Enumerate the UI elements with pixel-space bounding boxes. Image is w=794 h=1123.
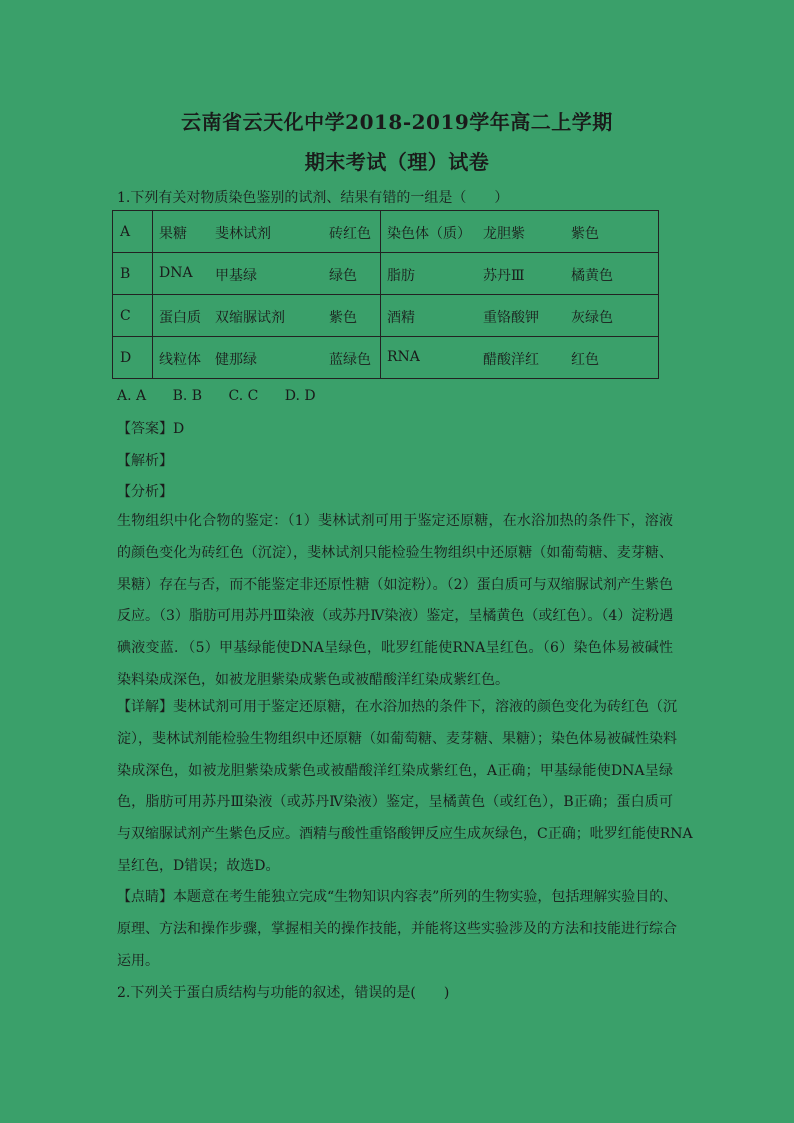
exam-title-line1: 云南省云天化中学2018-2019学年高二上学期 [181, 110, 613, 134]
detail-line: 呈红色，D错误；故选D。 [117, 857, 280, 874]
option-substance: RNA [387, 349, 420, 365]
option-row [113, 337, 659, 379]
option-result: 砖红色 [329, 226, 371, 242]
explanation-heading: 【解析】 [117, 453, 173, 469]
option-right-cell [381, 337, 659, 379]
option-letter: C [113, 295, 153, 337]
option-row [113, 253, 659, 295]
comment-line: 【点睛】本题意在考生能独立完成“生物知识内容表”所列的生物实验，包括理解实验目的、 [117, 889, 678, 905]
option-substance: 果糖 [159, 226, 187, 242]
comment-line: 运用。 [117, 952, 159, 969]
option-reagent: 健那绿 [215, 352, 257, 368]
option-letter: B [113, 253, 153, 295]
detail-paragraph [117, 692, 693, 883]
question-1-options-table [112, 210, 659, 379]
comment-paragraph [117, 882, 678, 977]
question-2-stem: 2.下列关于蛋白质结构与功能的叙述，错误的是( ) [117, 985, 450, 1001]
option-reagent: 醋酸洋红 [483, 352, 539, 368]
option-result: 紫色 [571, 226, 599, 242]
option-left-cell [153, 295, 381, 337]
option-letter: A [113, 211, 153, 253]
option-reagent: 双缩脲试剂 [215, 310, 285, 326]
option-row [113, 211, 659, 253]
option-right-cell [381, 211, 659, 253]
choice-b: B. B [172, 388, 203, 404]
option-letter: D [113, 337, 153, 379]
analysis-line: 碘液变蓝．（5）甲基绿能使DNA呈绿色，吡罗红能使RNA呈红色。（6）染色体易被碱性 [117, 640, 673, 657]
comment-line: 原理、方法和操作步骤，掌握相关的操作技能，并能将这些实验涉及的方法和技能进行综合 [117, 920, 677, 937]
option-result: 灰绿色 [571, 310, 613, 326]
option-reagent: 重铬酸钾 [483, 310, 539, 326]
detail-line: 染成深色，如被龙胆紫染成紫色或被醋酸洋红染成紫红色，A正确；甲基绿能使DNA呈绿 [117, 762, 673, 779]
analysis-line: 反应。（3）脂肪可用苏丹Ⅲ染液（或苏丹Ⅳ染液）鉴定，呈橘黄色（或红色）。（4）淀粉遇 [117, 608, 674, 625]
option-row [113, 295, 659, 337]
option-right-cell [381, 295, 659, 337]
choice-d: D. D [284, 388, 316, 404]
option-result: 蓝绿色 [329, 352, 371, 368]
option-substance: 脂肪 [387, 268, 415, 284]
option-reagent: 斐林试剂 [215, 226, 271, 242]
option-substance: DNA [159, 265, 193, 281]
option-left-cell [153, 211, 381, 253]
choice-a: A. A [117, 388, 147, 404]
option-right-cell [381, 253, 659, 295]
answer-line: 【答案】D [117, 421, 185, 437]
option-result: 紫色 [329, 310, 357, 326]
choice-c: C. C [228, 388, 259, 404]
option-left-cell [153, 253, 381, 295]
detail-line: 与双缩脲试剂产生紫色反应。酒精与酸性重铬酸钾反应生成灰绿色，C正确；吡罗红能使RNA [117, 826, 693, 843]
analysis-heading: 【分析】 [117, 484, 173, 500]
option-result: 红色 [571, 352, 599, 368]
detail-line: 色，脂肪可用苏丹Ⅲ染液（或苏丹Ⅳ染液）鉴定，呈橘黄色（或红色），B正确；蛋白质可 [117, 794, 673, 811]
exam-title-line2: 期末考试（理）试卷 [304, 150, 490, 174]
option-substance: 酒精 [387, 310, 415, 326]
option-substance: 线粒体 [159, 352, 201, 368]
detail-line: 淀），斐林试剂能检验生物组织中还原糖（如葡萄糖、麦芽糖、果糖）；染色体易被碱性染料 [117, 730, 677, 747]
analysis-line: 果糖）存在与否，而不能鉴定非还原性糖（如淀粉）。（2）蛋白质可与双缩脲试剂产生紫色 [117, 576, 673, 593]
option-left-cell [153, 337, 381, 379]
question-1-stem: 1.下列有关对物质染色鉴别的试剂、结果有错的一组是（ ） [117, 190, 509, 206]
option-substance: 染色体（质） [387, 226, 471, 242]
detail-line: 【详解】斐林试剂可用于鉴定还原糖，在水浴加热的条件下，溶液的颜色变化为砖红色（沉 [117, 699, 677, 715]
question-1-choices [117, 388, 338, 404]
option-reagent: 龙胆紫 [483, 226, 525, 242]
option-reagent: 甲基绿 [215, 268, 257, 284]
analysis-line: 染料染成深色，如被龙胆紫染成紫色或被醋酸洋红染成紫红色。 [117, 671, 509, 688]
option-substance: 蛋白质 [159, 310, 201, 326]
analysis-line: 的颜色变化为砖红色（沉淀），斐林试剂只能检验生物组织中还原糖（如葡萄糖、麦芽糖、 [117, 544, 673, 561]
option-result: 橘黄色 [571, 268, 613, 284]
analysis-paragraph [117, 506, 673, 697]
option-reagent: 苏丹Ⅲ [483, 268, 525, 284]
option-result: 绿色 [329, 268, 357, 284]
analysis-line: 生物组织中化合物的鉴定：（1）斐林试剂可用于鉴定还原糖，在水浴加热的条件下，溶液 [117, 513, 673, 529]
